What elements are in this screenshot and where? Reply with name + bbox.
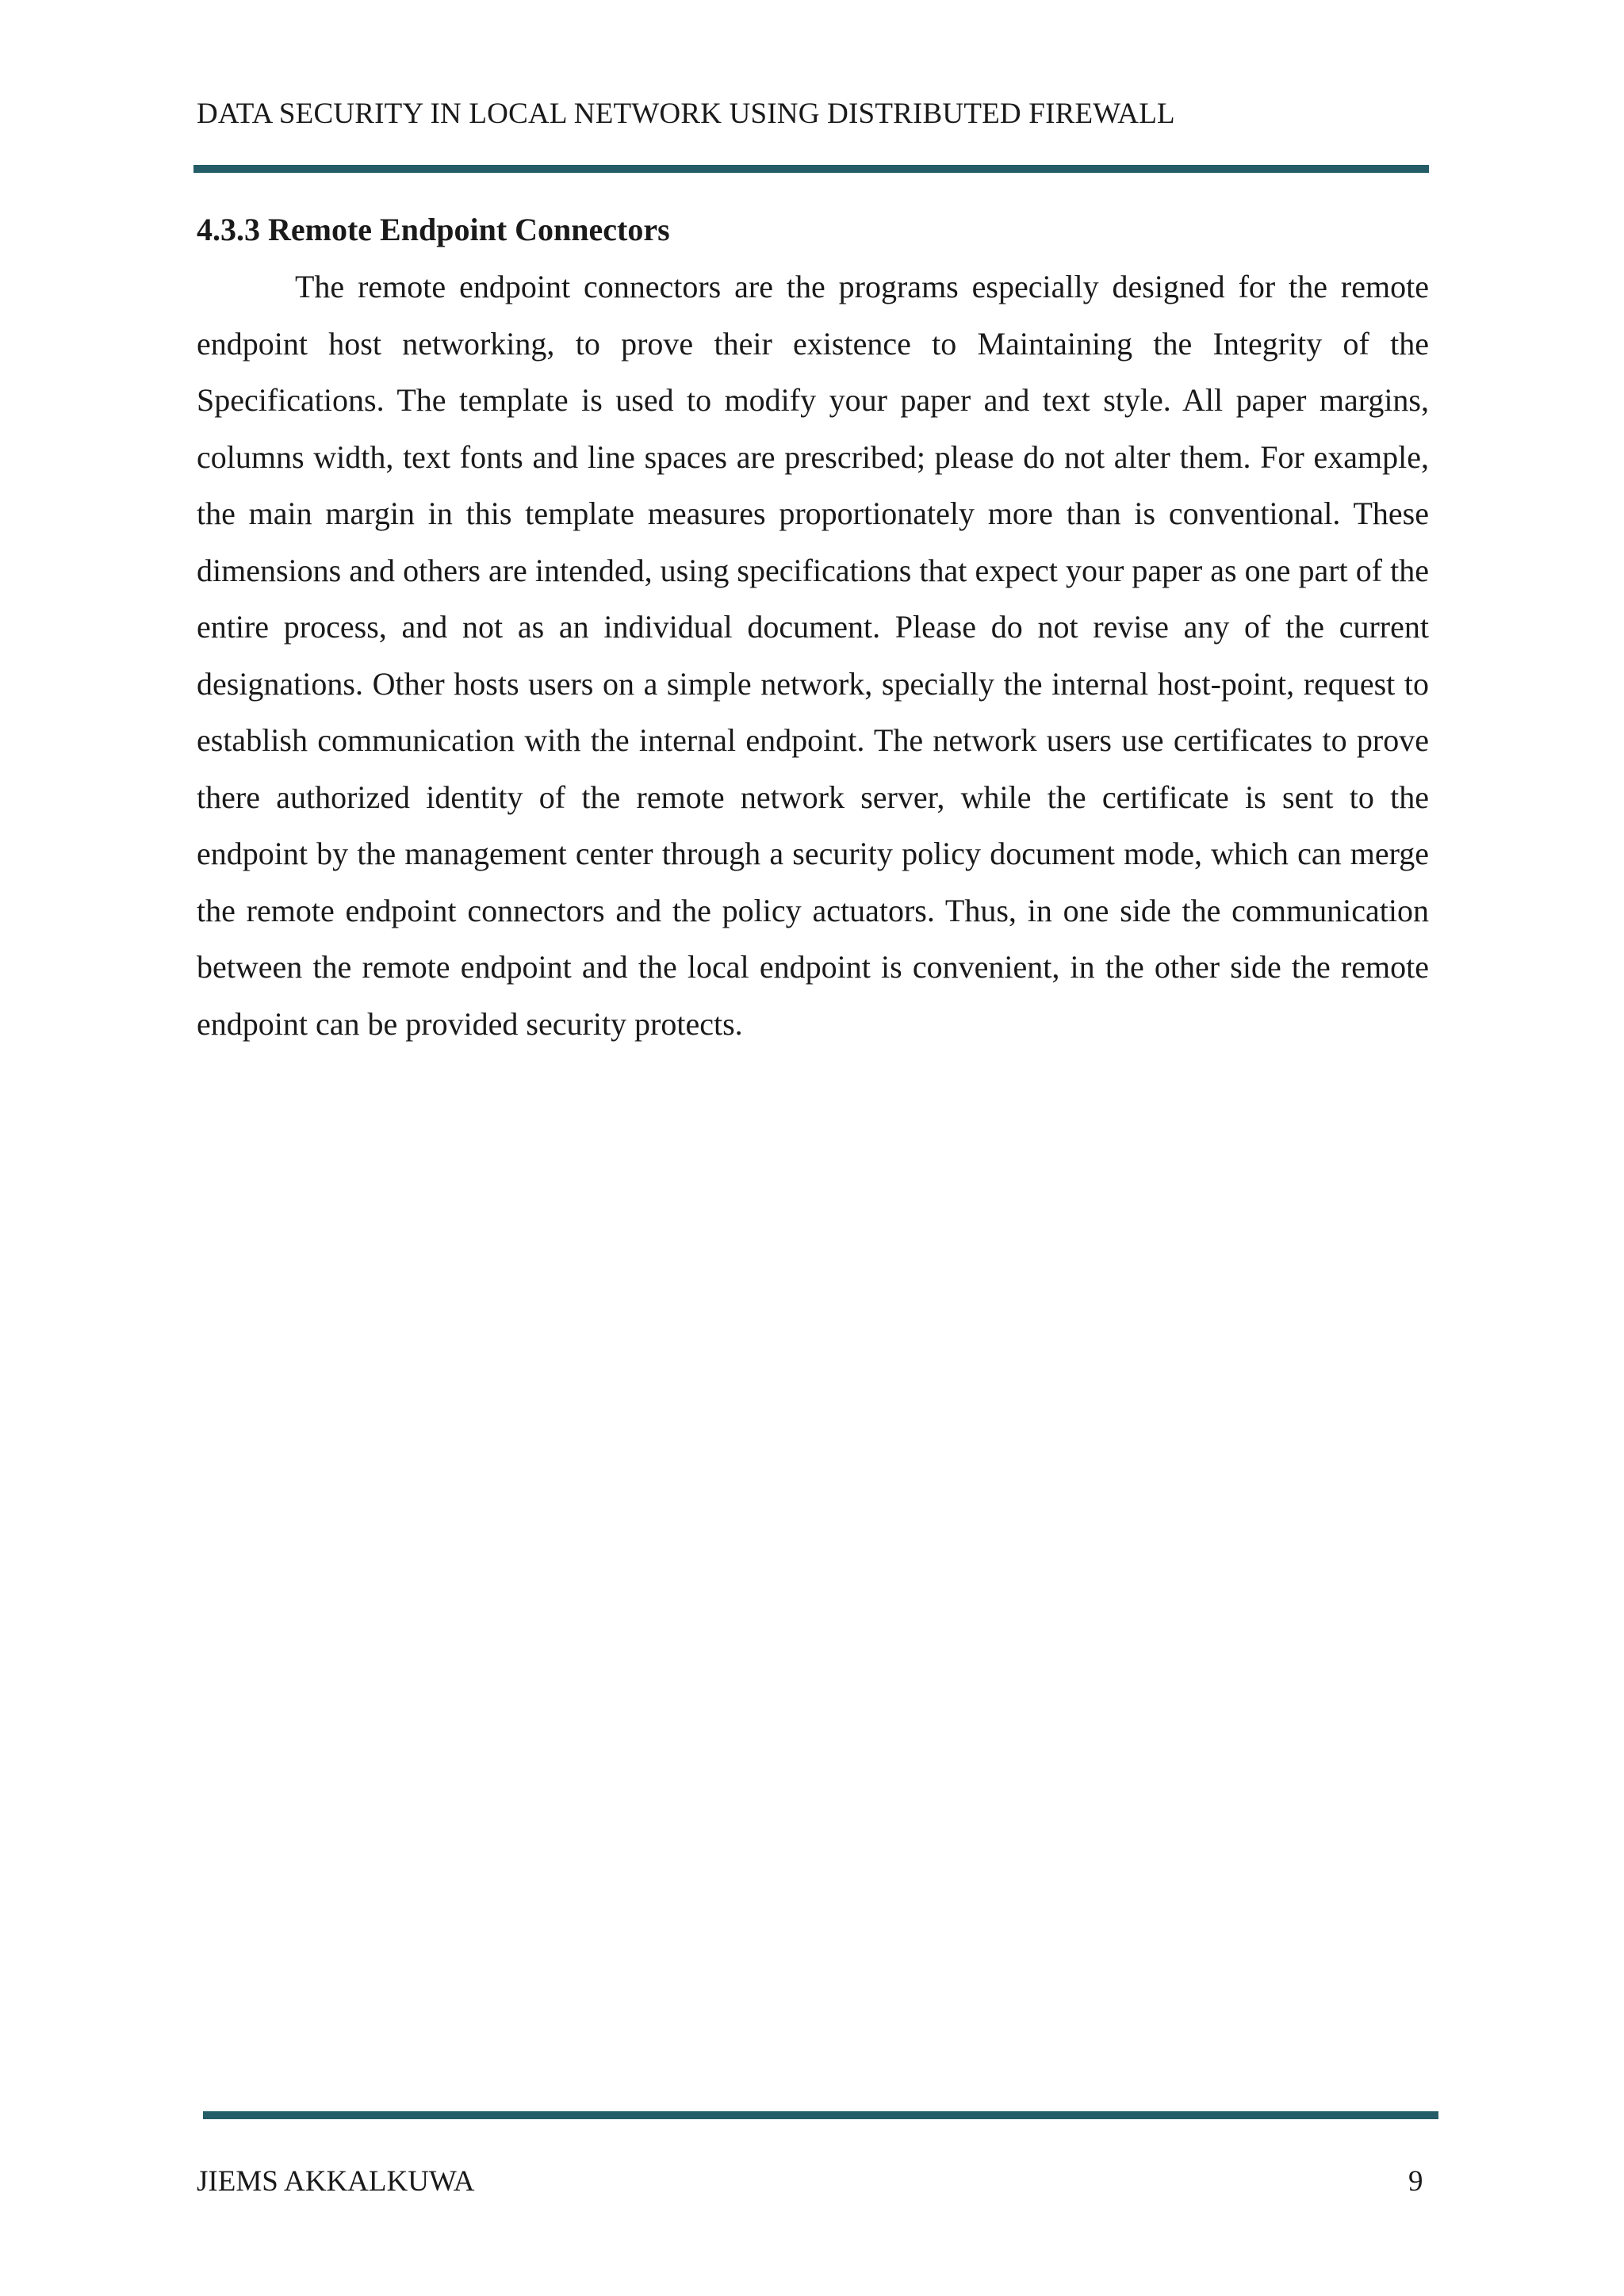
body-paragraph: The remote endpoint connectors are the programs especially designed for the remote endpoint host networking, to prove their existence to Maintaining the Integrity of the Specifications. The template is used to modify your paper and text style. All paper margins, columns width, text fonts and line spaces are prescribed; please do not alter them. For example, the main margin in this template measures proportionately more than is conventional. These dimensions and others are intended, using specifications that expect your paper as one part of the entire process, and not as an individual document. Please do not revise any of the current designations. Other hosts users on a simple network, specially the internal host-point, request to establish communication with the internal endpoint. The network users use certificates to prove there authorized identity of the remote network server, while the certificate is sent to the endpoint by the management center through a security policy document mode, which can merge the remote endpoint connectors and the policy actuators. Thus, in one side the communication between the remote endpoint and the local endpoint is convenient, in the other side the remote endpoint can be provided security protects.: [197, 269, 1429, 1042]
footer-institution: JIEMS AKKALKUWA: [197, 2165, 475, 2198]
page-number: 9: [1408, 2165, 1423, 2198]
section-heading: 4.3.3 Remote Endpoint Connectors: [197, 212, 670, 247]
footer-divider: [203, 2111, 1438, 2119]
header-divider: [193, 165, 1429, 173]
running-header: DATA SECURITY IN LOCAL NETWORK USING DISTRIBUTED FIREWALL: [197, 98, 1175, 130]
